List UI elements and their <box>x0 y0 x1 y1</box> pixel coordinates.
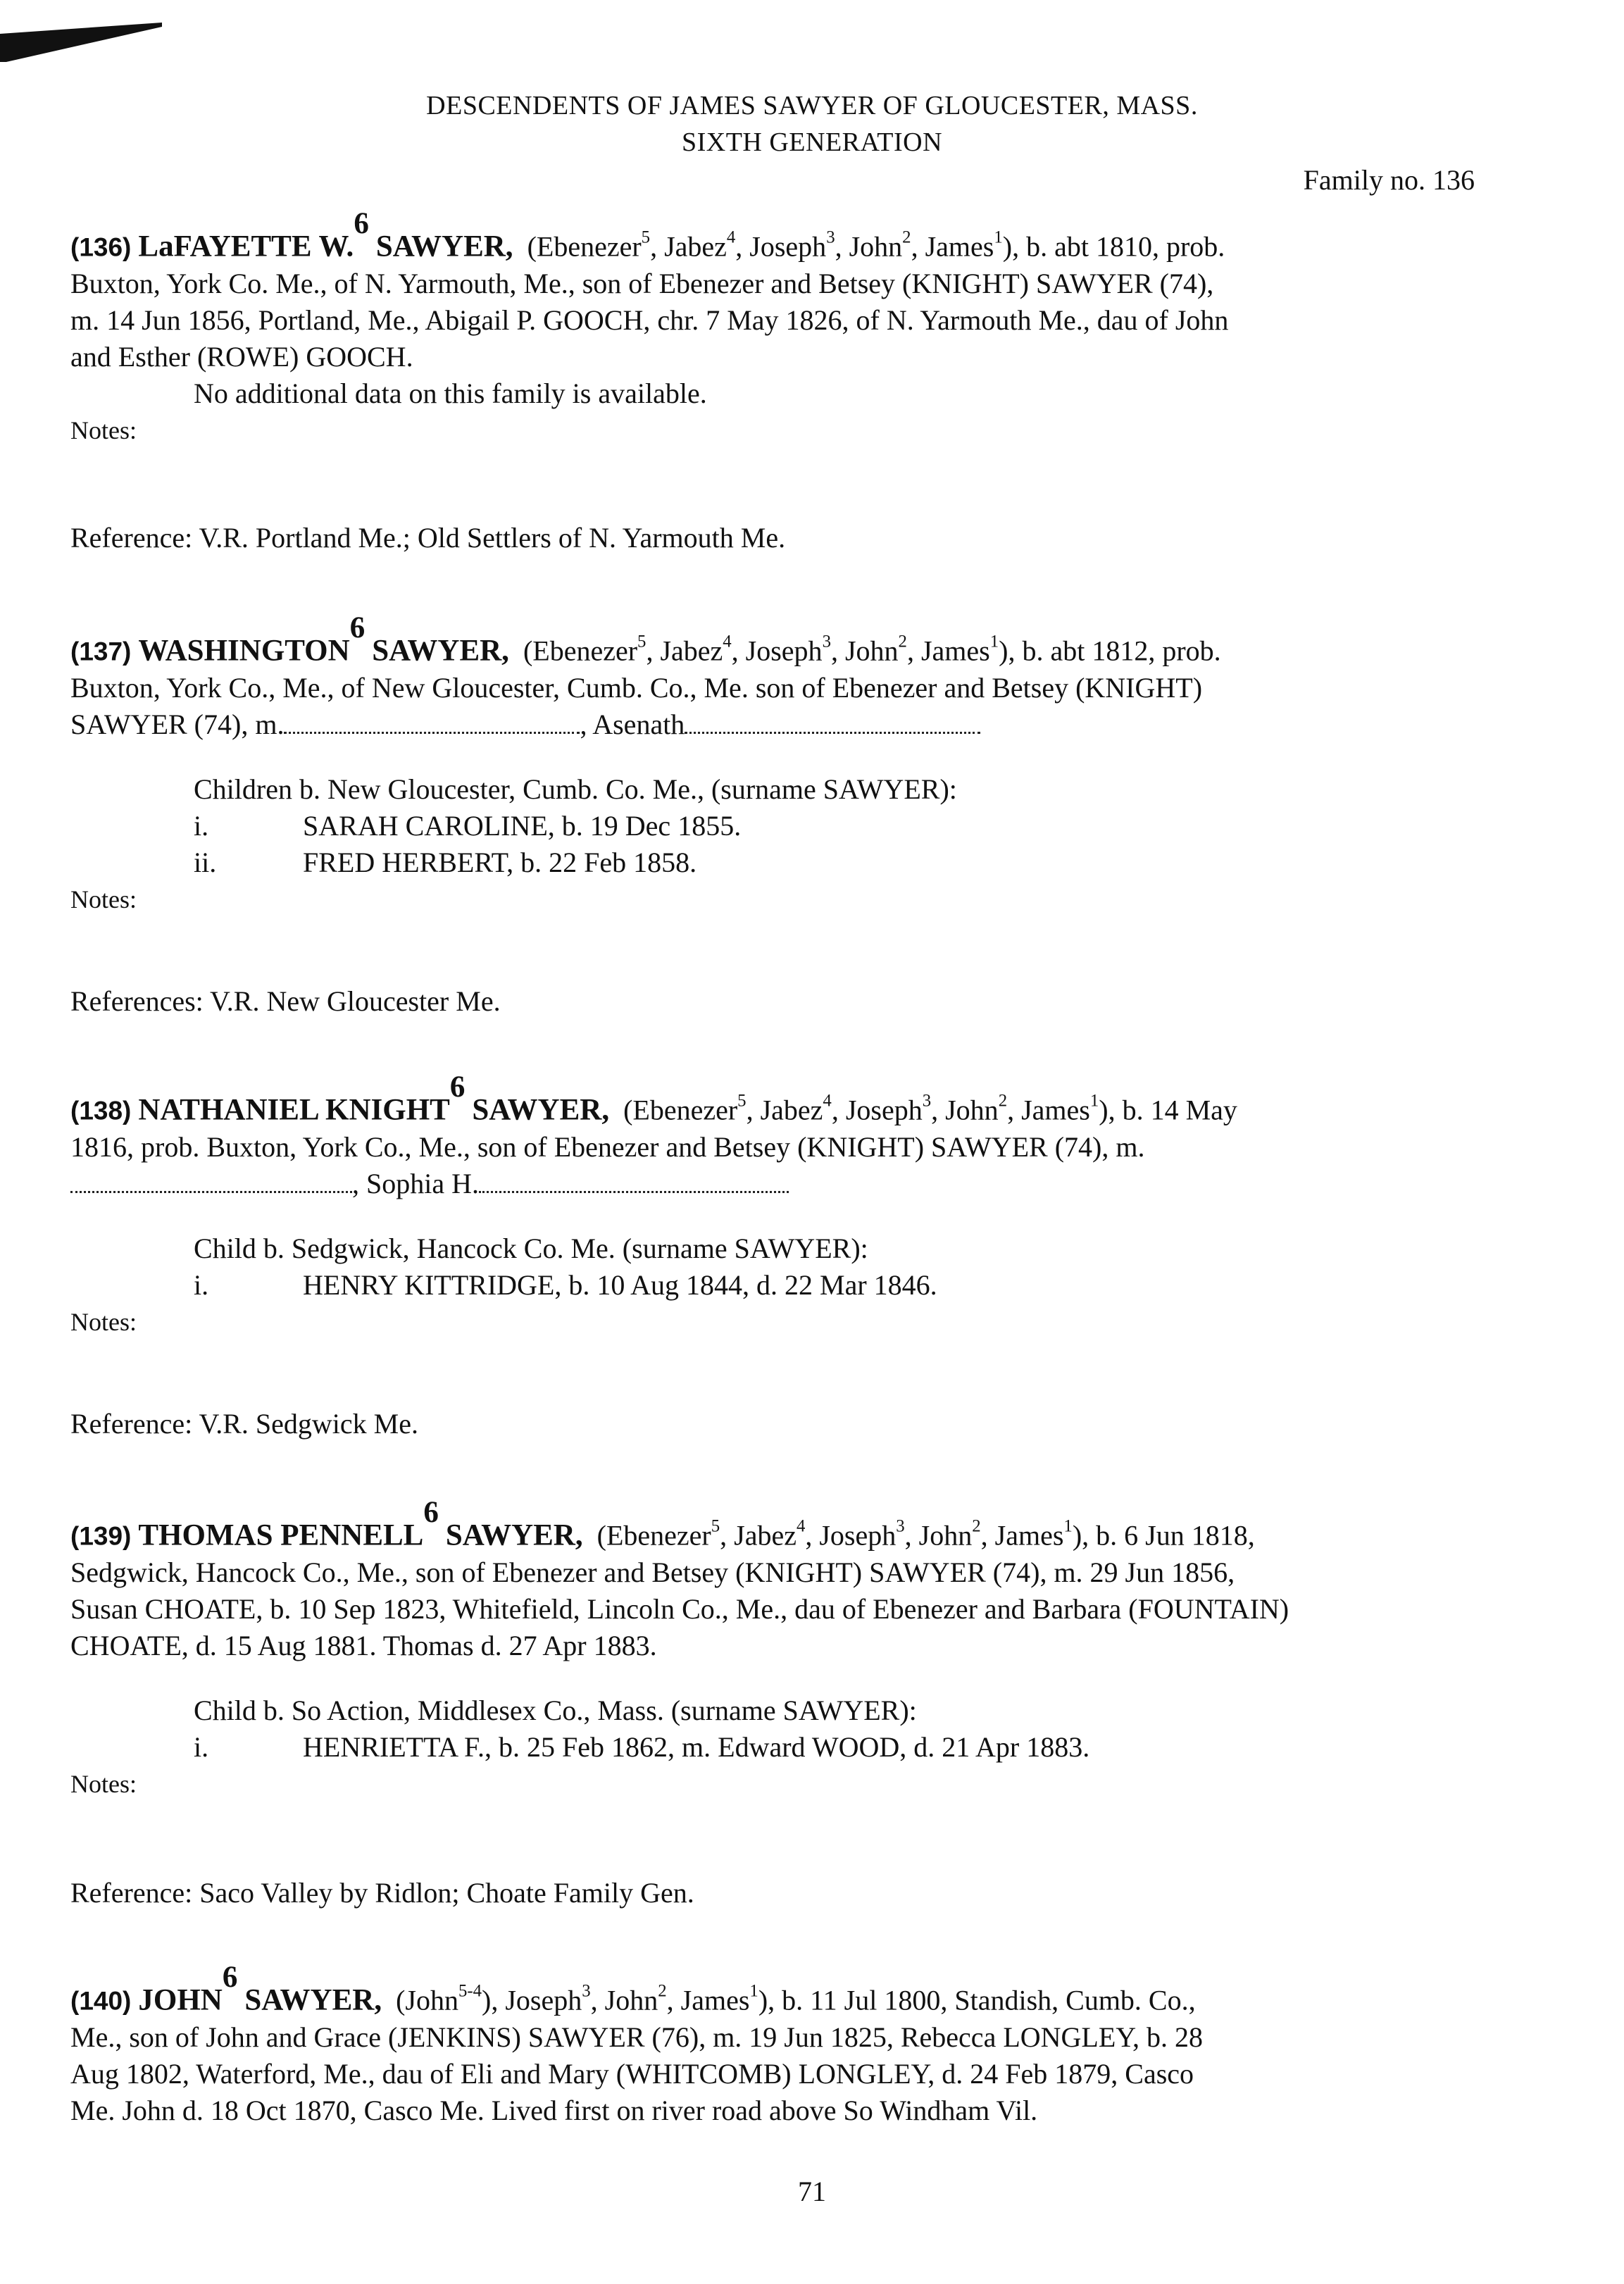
entry-heading-line <box>70 1961 1542 2019</box>
ancestor: , John <box>830 635 899 667</box>
person-name: LaFAYETTE W. <box>138 230 354 263</box>
blank-line <box>70 1184 352 1193</box>
entry-line: Buxton, York Co. Me., of N. Yarmouth, Me., son of Ebenezer and Betsey (KNIGHT) SAWYER (74), <box>70 268 1214 300</box>
entry-number: (138) <box>70 1096 132 1125</box>
entry-number: (137) <box>70 637 132 666</box>
notes-label: Notes: <box>70 416 137 445</box>
ancestor: , Jabez <box>746 1094 823 1126</box>
entry-line: Sedgwick, Hancock Co., Me., son of Ebenezer and Betsey (KNIGHT) SAWYER (74), m. 29 Jun 1856, <box>70 1556 1235 1589</box>
ancestor-gen: 1 <box>994 227 1003 247</box>
generation-subtitle: SIXTH GENERATION <box>681 127 943 157</box>
ancestor-gen: 5 <box>737 1091 747 1111</box>
person-name: WASHINGTON <box>138 634 350 668</box>
entry-line <box>70 706 1542 743</box>
blank-line <box>685 725 980 734</box>
child-text: FRED HERBERT, b. 22 Feb 1858. <box>303 847 697 879</box>
ancestor-gen: 1 <box>1089 1091 1099 1111</box>
person-surname: SAWYER, <box>375 230 513 263</box>
person-surname: SAWYER, <box>244 1983 382 2017</box>
ancestor-gen: 3 <box>582 1981 591 2001</box>
ancestor-gen: 4 <box>823 1091 832 1111</box>
child-number: ii. <box>194 847 217 879</box>
ancestor: , Joseph <box>805 1519 897 1552</box>
child-number: i. <box>194 1731 209 1764</box>
child-item <box>70 1729 1542 1766</box>
child-number: i. <box>194 1269 209 1302</box>
entry-line: Susan CHOATE, b. 10 Sep 1823, Whitefield, Lincoln Co., Me., dau of Ebenezer and Barbara (FOUNTAIN) <box>70 1593 1289 1625</box>
reference-139: Reference: Saco Valley by Ridlon; Choate Family Gen. <box>70 1877 694 1909</box>
birth-info: ), b. 11 Jul 1800, Standish, Cumb. Co., <box>758 1984 1196 2016</box>
document-title: DESCENDENTS OF JAMES SAWYER OF GLOUCESTER, MASS. <box>426 91 1198 120</box>
ancestor: (Ebenezer <box>527 230 642 263</box>
ancestor-gen: 1 <box>749 1981 758 2001</box>
ancestor: , John <box>590 1984 658 2016</box>
ancestor: , John <box>904 1519 973 1552</box>
ancestor-gen: 5 <box>711 1516 720 1536</box>
ancestor: , James <box>1007 1094 1090 1126</box>
ancestor: , James <box>906 635 990 667</box>
ancestor-gen: 2 <box>998 1091 1008 1111</box>
child-item <box>70 844 1542 881</box>
ancestor-gen: 5 <box>637 632 647 651</box>
entry-line: 1816, prob. Buxton, York Co., Me., son of Ebenezer and Betsey (KNIGHT) SAWYER (74), m. <box>70 1131 1145 1163</box>
ancestor-gen: 3 <box>826 227 835 247</box>
entry-line: and Esther (ROWE) GOOCH. <box>70 341 413 373</box>
ancestor-gen: 4 <box>796 1516 806 1536</box>
family-entry-137 <box>70 611 1542 918</box>
entry-line <box>70 1166 1542 1202</box>
ancestor-gen: 5-4 <box>458 1981 482 2001</box>
birth-info: ), b. 14 May <box>1099 1094 1237 1126</box>
child-item <box>70 1267 1542 1304</box>
ancestor-gen: 2 <box>898 632 907 651</box>
person-surname: SAWYER, <box>472 1093 610 1127</box>
entry-line: m. 14 Jun 1856, Portland, Me., Abigail P. GOOCH, chr. 7 May 1826, of N. Yarmouth Me., dau of John <box>70 304 1229 337</box>
entry-heading-line <box>70 611 1542 670</box>
birth-info: ), b. abt 1812, prob. <box>999 635 1221 667</box>
ancestor: , James <box>666 1984 750 2016</box>
entry-line: Buxton, York Co., Me., of New Gloucester, Cumb. Co., Me. son of Ebenezer and Betsey (KNIGHT) <box>70 672 1203 704</box>
spacer <box>70 1664 1542 1692</box>
entry-number: (139) <box>70 1521 132 1551</box>
marriage-text: SAWYER (74), m. <box>70 709 285 741</box>
spouse-name: , Sophia H. <box>352 1168 479 1200</box>
notes-label: Notes: <box>70 1308 137 1337</box>
entry-number: (140) <box>70 1986 132 2016</box>
ancestor-gen: 1 <box>1063 1516 1073 1536</box>
person-name: JOHN <box>138 1983 223 2017</box>
person-surname: SAWYER, <box>372 634 509 668</box>
child-text: SARAH CAROLINE, b. 19 Dec 1855. <box>303 810 742 842</box>
ancestor-gen: 3 <box>922 1091 932 1111</box>
ancestor: , James <box>911 230 994 263</box>
birth-info: ), b. 6 Jun 1818, <box>1072 1519 1255 1552</box>
ancestor: , Jabez <box>646 635 723 667</box>
notes-label: Notes: <box>70 1770 137 1799</box>
family-number: Family no. 136 <box>1303 164 1475 196</box>
ancestor-gen: 2 <box>972 1516 981 1536</box>
entry-line: Me., son of John and Grace (JENKINS) SAWYER (76), m. 19 Jun 1825, Rebecca LONGLEY, b. 28 <box>70 2021 1204 2054</box>
page-number: 71 <box>798 2176 826 2207</box>
ancestor: ), Joseph <box>482 1984 582 2016</box>
entry-heading-line <box>70 1496 1542 1554</box>
person-name: THOMAS PENNELL <box>138 1518 424 1552</box>
entry-heading-line <box>70 207 1542 266</box>
generation-number: 6 <box>222 1961 238 1994</box>
spacer <box>70 743 1542 771</box>
ancestor-gen: 4 <box>726 227 736 247</box>
person-surname: SAWYER, <box>445 1518 583 1552</box>
ancestor: , Joseph <box>731 635 823 667</box>
ancestor: , Joseph <box>735 230 827 263</box>
ancestor-gen: 5 <box>641 227 651 247</box>
ancestor: , Jabez <box>720 1519 797 1552</box>
children-intro: Child b. Sedgwick, Hancock Co. Me. (surname SAWYER): <box>194 1233 868 1265</box>
ancestor: , John <box>835 230 903 263</box>
family-entry-136 <box>70 207 1542 449</box>
children-intro: Child b. So Action, Middlesex Co., Mass. (surname SAWYER): <box>194 1695 917 1727</box>
reference-136: Reference: V.R. Portland Me.; Old Settlers of N. Yarmouth Me. <box>70 522 786 554</box>
reference-138: Reference: V.R. Sedgwick Me. <box>70 1408 418 1440</box>
family-entry-138 <box>70 1071 1542 1340</box>
ancestor: (Ebenezer <box>523 635 638 667</box>
reference-137: References: V.R. New Gloucester Me. <box>70 985 501 1017</box>
ancestor: (John <box>396 1984 458 2016</box>
ancestor-gen: 4 <box>723 632 732 651</box>
blank-line <box>284 725 580 734</box>
ancestor: , James <box>980 1519 1064 1552</box>
birth-info: ), b. abt 1810, prob. <box>1002 230 1225 263</box>
entry-line: Me. John d. 18 Oct 1870, Casco Me. Lived first on river road above So Windham Vil. <box>70 2095 1038 2127</box>
child-text: HENRY KITTRIDGE, b. 10 Aug 1844, d. 22 Mar 1846. <box>303 1269 937 1302</box>
ancestor: , Jabez <box>650 230 727 263</box>
blank-line <box>479 1184 789 1193</box>
child-text: HENRIETTA F., b. 25 Feb 1862, m. Edward WOOD, d. 21 Apr 1883. <box>303 1731 1090 1764</box>
generation-number: 6 <box>423 1496 439 1529</box>
generation-number: 6 <box>354 207 369 240</box>
child-item <box>70 808 1542 844</box>
child-number: i. <box>194 810 209 842</box>
generation-number: 6 <box>449 1071 466 1104</box>
family-entry-140 <box>70 1961 1542 2129</box>
ancestor: (Ebenezer <box>623 1094 738 1126</box>
spacer <box>70 1202 1542 1230</box>
spouse-name: , Asenath <box>580 709 685 741</box>
ancestor: , Joseph <box>831 1094 923 1126</box>
scan-mark <box>0 20 162 62</box>
ancestor-gen: 2 <box>658 1981 667 2001</box>
person-name: NATHANIEL KNIGHT <box>138 1093 450 1127</box>
ancestor-gen: 1 <box>989 632 999 651</box>
children-intro: Children b. New Gloucester, Cumb. Co. Me., (surname SAWYER): <box>194 773 957 806</box>
ancestor-gen: 3 <box>896 1516 905 1536</box>
generation-number: 6 <box>349 611 366 644</box>
entry-line: Aug 1802, Waterford, Me., dau of Eli and Mary (WHITCOMB) LONGLEY, d. 24 Feb 1879, Casco <box>70 2058 1194 2090</box>
family-entry-139 <box>70 1496 1542 1802</box>
ancestor-gen: 2 <box>902 227 911 247</box>
entry-note: No additional data on this family is available. <box>194 377 707 410</box>
notes-label: Notes: <box>70 885 137 914</box>
entry-number: (136) <box>70 232 132 262</box>
ancestor-gen: 3 <box>822 632 831 651</box>
entry-heading-line <box>70 1071 1542 1129</box>
ancestor: , John <box>931 1094 999 1126</box>
ancestor: (Ebenezer <box>596 1519 711 1552</box>
entry-line: CHOATE, d. 15 Aug 1881. Thomas d. 27 Apr 1883. <box>70 1630 657 1662</box>
